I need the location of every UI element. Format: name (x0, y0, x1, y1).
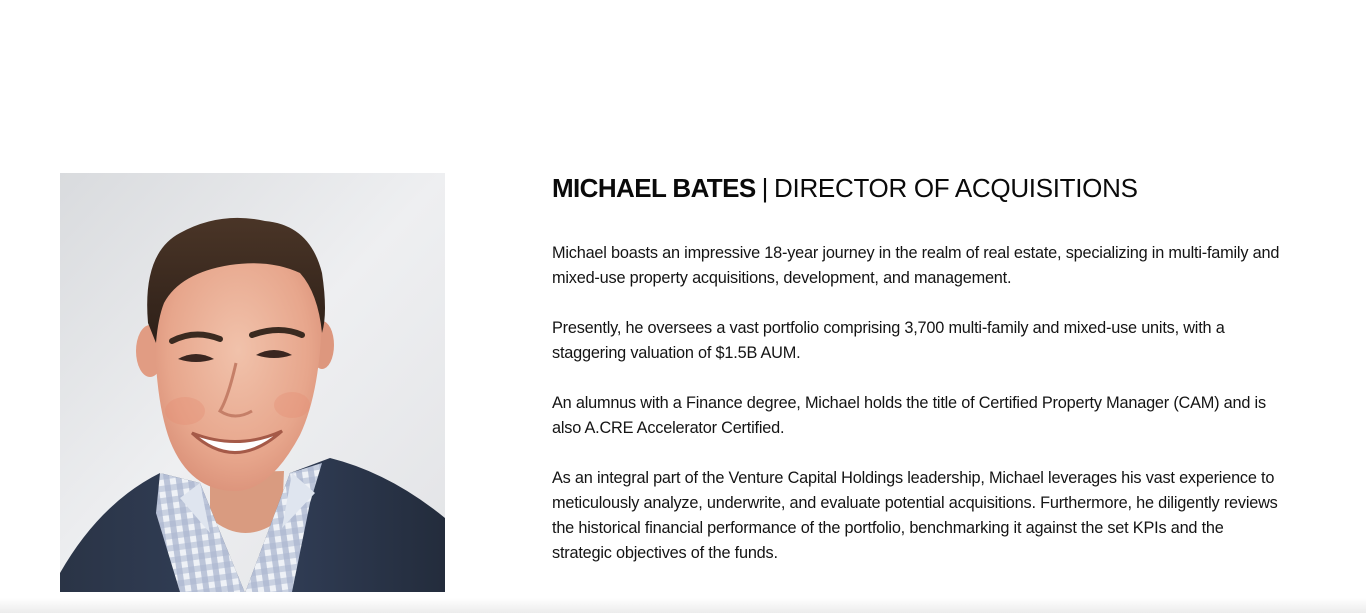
profile-title: DIRECTOR OF ACQUISITIONS (774, 173, 1138, 203)
profile-name: MICHAEL BATES (552, 173, 756, 203)
profile-heading (552, 170, 1282, 206)
bio-paragraphs (552, 241, 1282, 566)
bio-paragraph: An alumnus with a Finance degree, Michael holds the title of Certified Property Manager (CAM) and is also A.CRE Accelerator Certified. (552, 394, 1266, 437)
heading-separator: | (761, 173, 769, 203)
bio-paragraph: As an integral part of the Venture Capital Holdings leadership, Michael leverages his vast experience to meticulously analyze, underwrite, and evaluate potential acquisitions. Furthermore, he diligently reviews the historical financial performance of the portfolio, benchmarking it against the set KPIs and the strategic objectives of the funds. (552, 469, 1278, 562)
bio-paragraph: Presently, he oversees a vast portfolio comprising 3,700 multi-family and mixed-use units, with a staggering valuation of $1.5B AUM. (552, 319, 1225, 362)
portrait-photo-icon (60, 173, 445, 592)
profile-bio (552, 170, 1282, 591)
page-bottom-edge (0, 598, 1366, 613)
bio-paragraph: Michael boasts an impressive 18-year journey in the realm of real estate, specializing in multi-family and mixed-use property acquisitions, development, and management. (552, 244, 1280, 287)
profile-photo (60, 173, 445, 592)
